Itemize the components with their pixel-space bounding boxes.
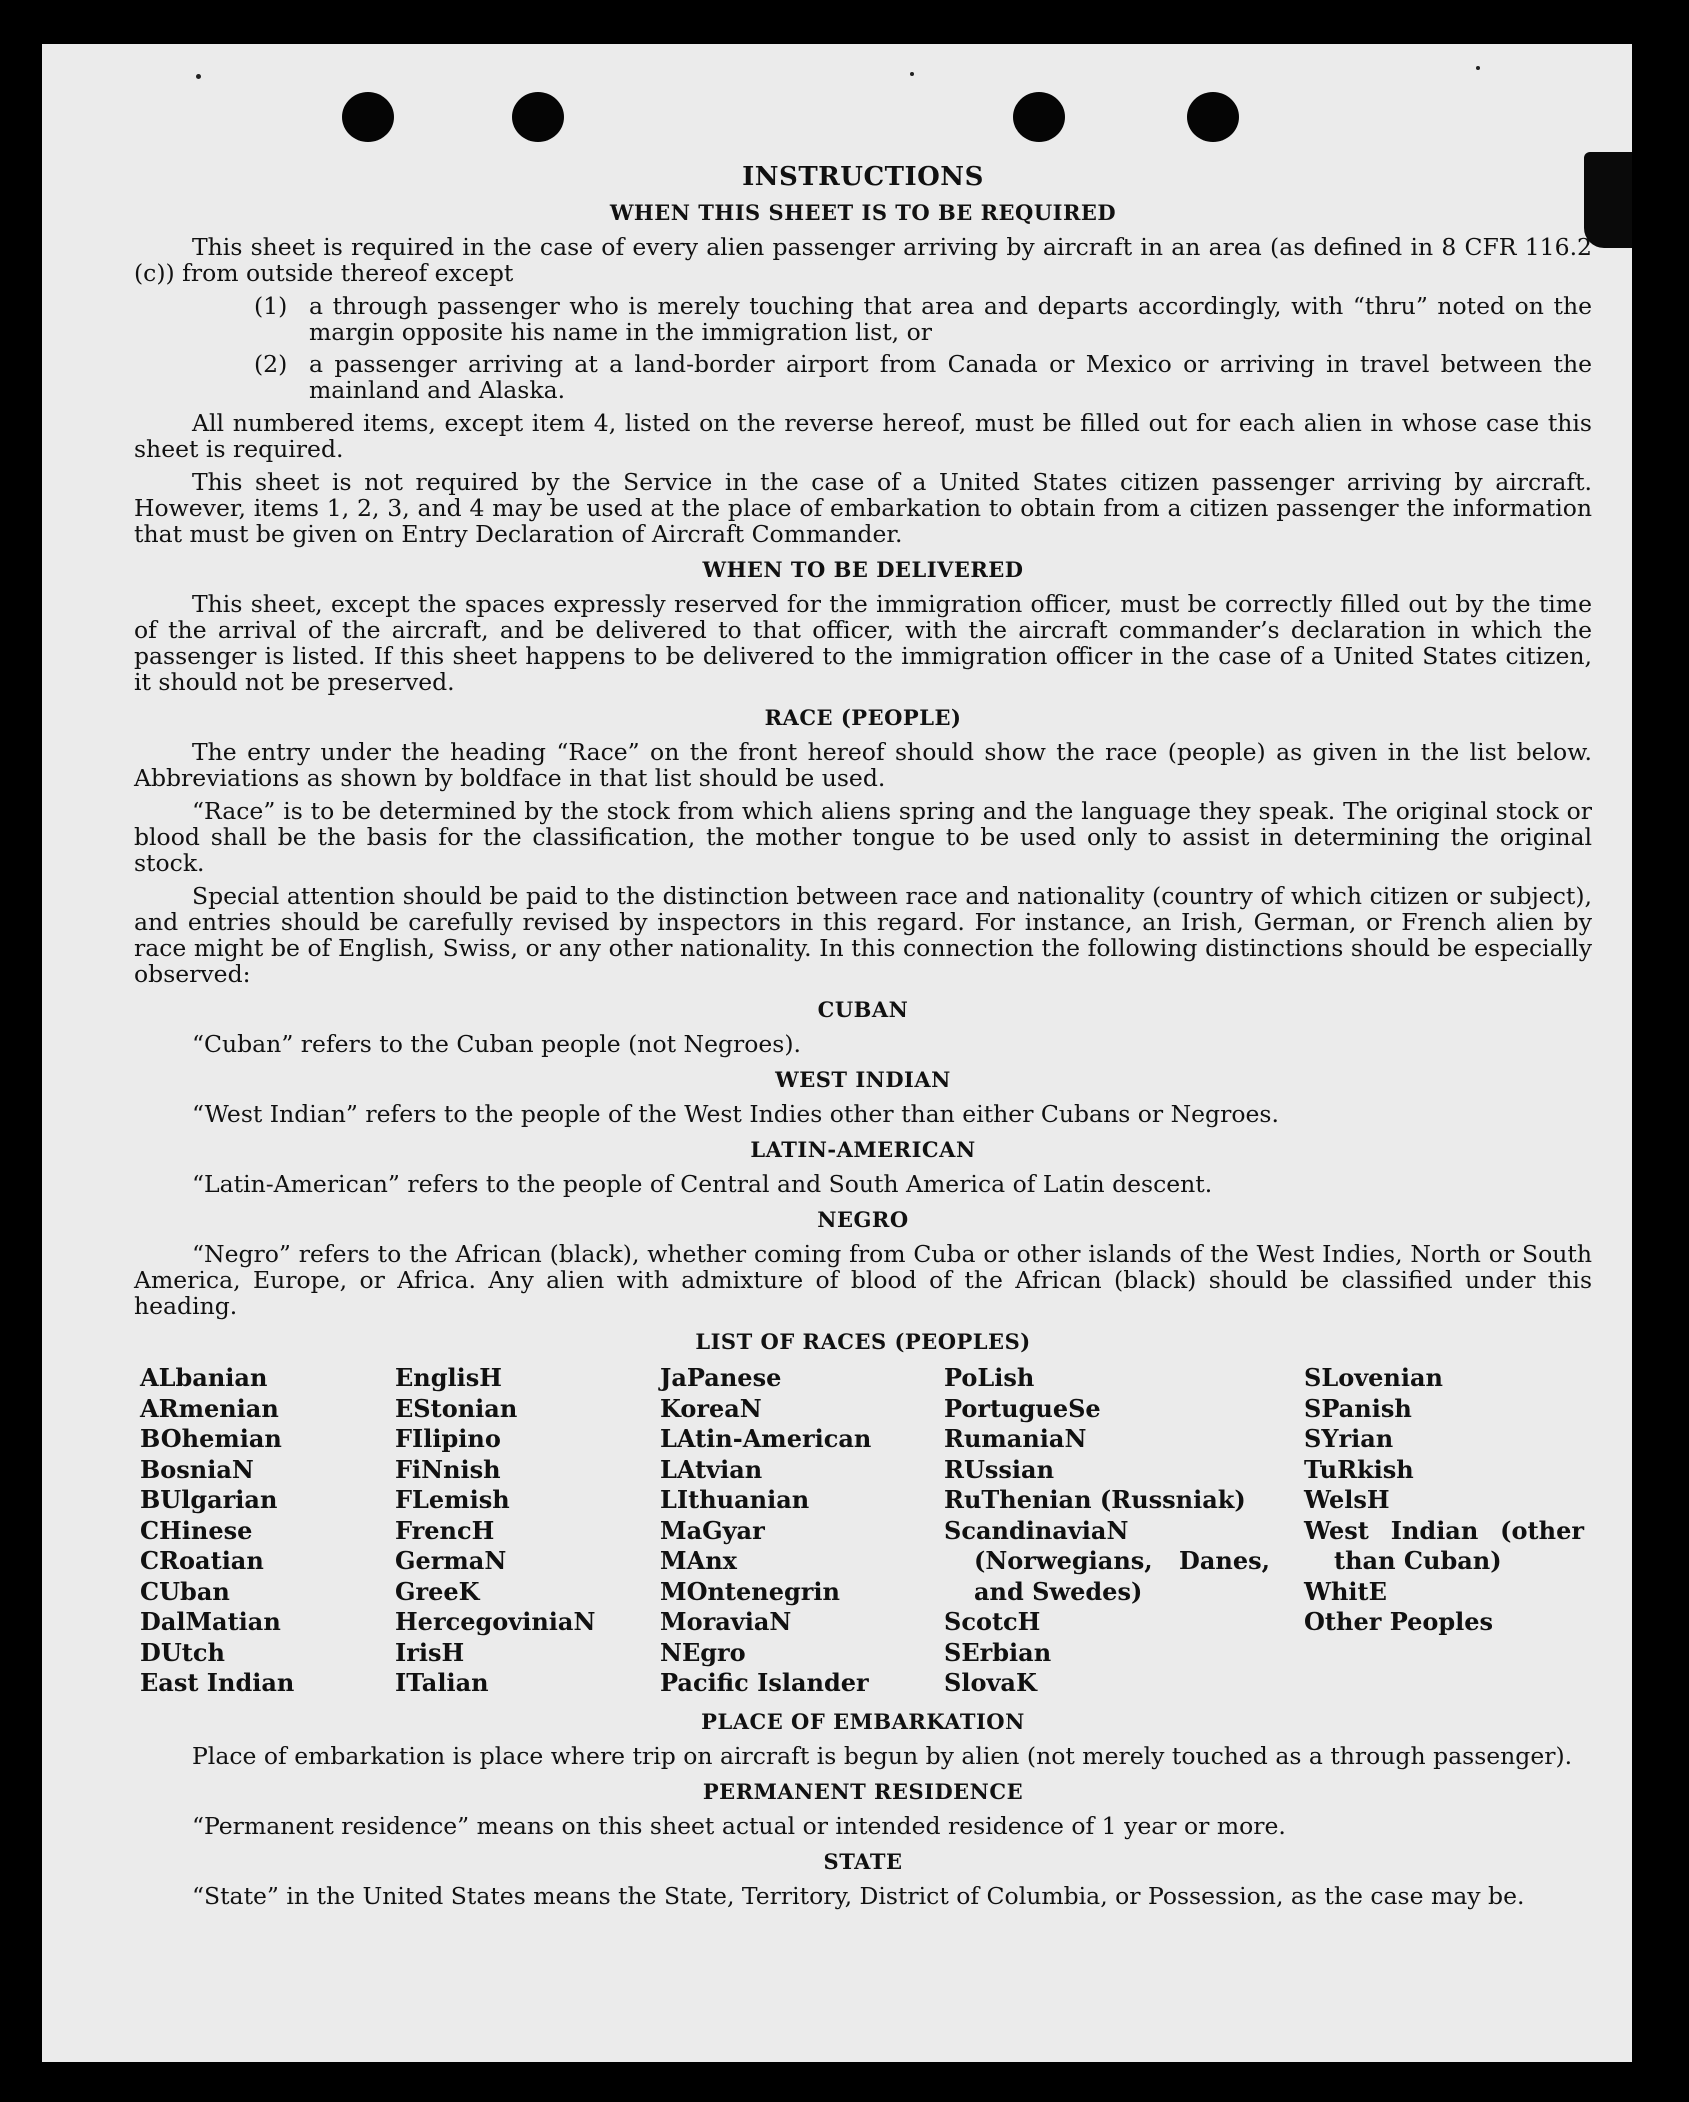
races-column [1304,1363,1592,1699]
race-entry: WelsH [1304,1485,1390,1514]
instructions-content [134,116,1592,1916]
race-entry: SYrian [1304,1424,1394,1453]
race-entry: West Indian (other than Cuban) [1304,1515,1584,1575]
race-entry: East Indian [140,1668,295,1697]
race-entry: MAnx [660,1546,737,1575]
paragraph-state: “State” in the United States means the State, Territory, District of Columbia, or Possession, as the case may be. [192,1881,1525,1910]
race-entry: WhitE [1304,1576,1387,1606]
heading-permanent-residence: PERMANENT RESIDENCE [702,1778,1024,1804]
race-entry: BOhemian [140,1424,282,1453]
paragraph-west-indian: “West Indian” refers to the people of the West Indies other than either Cubans or Negroes. [192,1100,1279,1128]
races-column [660,1363,944,1699]
race-entry: GreeK [395,1576,480,1606]
race-entry: SErbian [944,1637,1052,1667]
heading-list-of-races: LIST OF RACES (PEOPLES) [695,1329,1031,1354]
race-entry: EStonian [395,1393,518,1423]
race-entry: ITalian [395,1668,489,1697]
paragraph-delivery: This sheet, except the spaces expressly reserved for the immigration officer, must be correctly filled out by the time of the arrival of the aircraft, and be delivered to that officer, with the aircraft commander’s declaration in which the passenger is listed. If this sheet happens to be delivered to the immigration officer in the case of a United States citizen, it should not be preserved. [134,590,1592,696]
races-list [140,1363,1592,1699]
item-number: (2) [254,350,288,378]
race-entry: RuThenian (Russniak) [944,1485,1246,1514]
race-entry: ALbanian [140,1363,268,1392]
race-entry: SlovaK [944,1668,1037,1697]
race-entry: CRoatian [140,1546,264,1575]
paragraph-numbered-items: All numbered items, except item 4, listed on the reverse hereof, must be filled out for each alien in whose case this sheet is required. [134,409,1592,463]
races-column [944,1363,1304,1699]
race-entry: BosniaN [140,1454,254,1484]
race-entry: ScandinaviaN (Norwegians, Danes, and Swedes) [944,1515,1270,1606]
heading-cuban: CUBAN [817,997,909,1022]
race-entry: LAtin-American [660,1424,872,1453]
paragraph-race-definition: “Race” is to be determined by the stock from which aliens spring and the language they speak. The original stock or blood shall be the basis for the classification, the mother tongue to be used only to assist in determining the original stock. [134,797,1592,877]
race-entry: LIthuanian [660,1485,810,1514]
race-entry: FiNnish [395,1454,501,1484]
heading-place-of-embarkation: PLACE OF EMBARKATION [701,1708,1025,1734]
race-entry: LAtvian [660,1454,763,1484]
heading-latin-american: LATIN-AMERICAN [750,1137,976,1162]
race-entry: FrencH [395,1515,495,1545]
race-entry: ScotcH [944,1607,1041,1636]
paragraph-race-entry: The entry under the heading “Race” on the front hereof should show the race (people) as given in the list below. Abbreviations as shown by boldface in that list should be used. [134,738,1592,792]
heading-when-delivered: WHEN TO BE DELIVERED [702,557,1024,582]
race-entry: PortugueSe [944,1393,1101,1423]
race-entry: MoraviaN [660,1607,792,1636]
list-item [134,351,1592,403]
race-entry: CHinese [140,1515,253,1545]
race-entry: IrisH [395,1637,465,1667]
paragraph-race-nationality: Special attention should be paid to the distinction between race and nationality (country of which citizen or subject), and entries should be carefully revised by inspectors in this regard. For instance, an Irish, German, or French alien by race might be of English, Swiss, or any other nationality. In this connection the following distinctions should be especially observed: [134,882,1592,988]
race-entry: FIlipino [395,1424,501,1453]
heading-negro: NEGRO [817,1207,909,1232]
race-entry: CUban [140,1576,230,1606]
races-column [140,1363,395,1699]
paragraph-latin-american: “Latin-American” refers to the people of Central and South America of Latin descent. [192,1170,1213,1198]
item-text: a passenger arriving at a land-border airport from Canada or Mexico or arriving in travel between the mainland and Alaska. [309,350,1592,404]
race-entry: RUssian [944,1454,1055,1484]
race-entry: GermaN [395,1546,507,1575]
race-entry: KoreaN [660,1393,762,1423]
race-entry: FLemish [395,1485,510,1514]
race-entry: SPanish [1304,1393,1412,1423]
heading-state: STATE [823,1848,903,1874]
paragraph-citizen-passenger: This sheet is not required by the Service in the case of a United States citizen passenger arriving by aircraft. However, items 1, 2, 3, and 4 may be used at the place of embarkation to obtain from a citizen passenger the information that must be given on Entry Declaration of Aircraft Commander. [134,468,1592,548]
document-sheet [42,44,1632,2062]
item-number: (1) [254,292,288,320]
heading-race: RACE (PEOPLE) [764,705,962,730]
paragraph-permanent-residence: “Permanent residence” means on this sheet actual or intended residence of 1 year or more. [192,1811,1286,1840]
heading-west-indian: WEST INDIAN [775,1067,951,1092]
race-entry: BUlgarian [140,1485,278,1514]
race-entry: RumaniaN [944,1424,1087,1453]
paragraph-cuban: “Cuban” refers to the Cuban people (not Negroes). [192,1030,802,1058]
race-entry: SLovenian [1304,1363,1443,1392]
paragraph-place-of-embarkation: Place of embarkation is place where trip on aircraft is begun by alien (not merely touched as a through passenger). [192,1741,1573,1770]
list-item [134,293,1592,345]
race-entry: Other Peoples [1304,1607,1494,1636]
paragraph-negro: “Negro” refers to the African (black), whether coming from Cuba or other islands of the West Indies, North or South America, Europe, or Africa. Any alien with admixture of blood of the African (black) should be classified under this heading. [134,1240,1592,1320]
race-entry: ARmenian [140,1393,279,1423]
race-entry: EnglisH [395,1363,502,1392]
race-entry: HercegoviniaN [395,1607,596,1636]
race-entry: Pacific Islander [660,1668,869,1697]
race-entry: MOntenegrin [660,1576,840,1606]
race-entry: PoLish [944,1363,1035,1392]
exception-list [134,293,1592,403]
race-entry: DUtch [140,1637,225,1667]
races-column [395,1363,660,1699]
page-title: INSTRUCTIONS [742,162,984,192]
paragraph-required-intro: This sheet is required in the case of every alien passenger arriving by aircraft in an area (as defined in 8 CFR 116.2 (c)) from outside thereof except [134,233,1592,287]
race-entry: DalMatian [140,1607,281,1636]
race-entry: TuRkish [1304,1454,1414,1484]
item-text: a through passenger who is merely touching that area and departs accordingly, with “thru” noted on the margin opposite his name in the immigration list, or [309,292,1592,346]
race-entry: JaPanese [660,1363,782,1392]
race-entry: MaGyar [660,1515,765,1545]
heading-when-required: WHEN THIS SHEET IS TO BE REQUIRED [609,200,1117,225]
race-entry: NEgro [660,1637,746,1667]
